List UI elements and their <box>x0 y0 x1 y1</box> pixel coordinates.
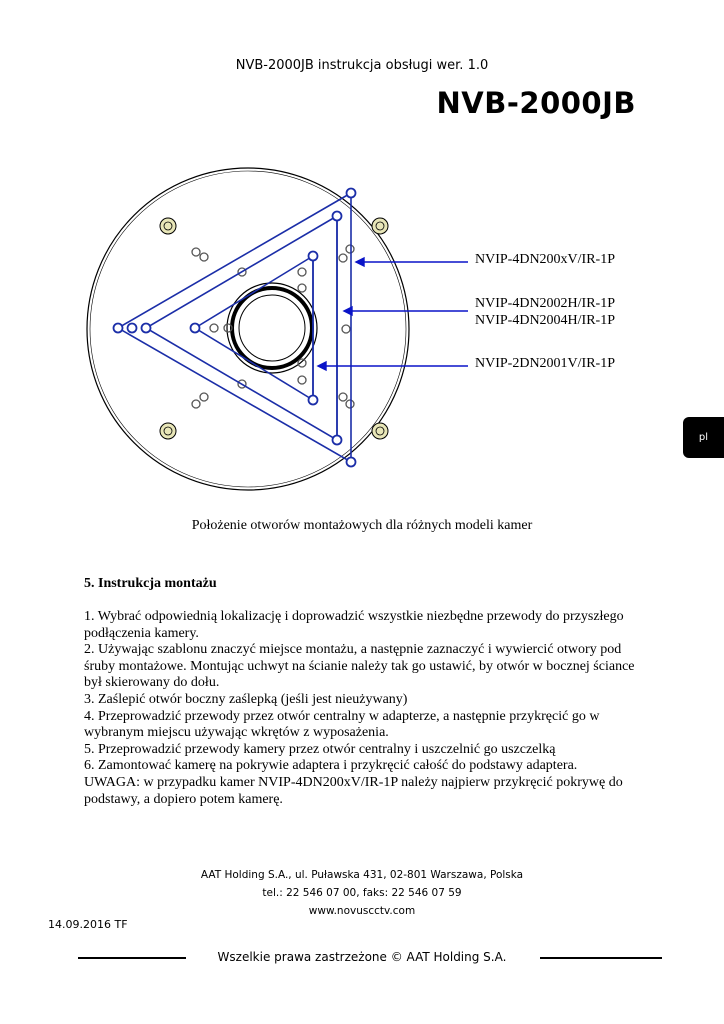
center-hole-inner <box>239 295 305 361</box>
diagram-caption: Położenie otworów montażowych dla różnych modeli kamer <box>191 518 533 533</box>
document-date: 14.09.2016 TF <box>48 918 128 931</box>
screw-hole <box>160 423 176 439</box>
company-address: AAT Holding S.A., ul. Puławska 431, 02-801 Warszawa, Polska <box>200 869 524 881</box>
instruction-step: 3. Zaślepić otwór boczny zaślepką (jeśli jest nieużywany) <box>84 691 408 707</box>
instruction-step: 6. Zamontować kamerę na pokrywie adaptera i przykręcić całość do podstawy adaptera. <box>84 758 578 774</box>
warning-note: UWAGA: w przypadku kamer NVIP-4DN200xV/IR-1P należy najpierw przykręcić pokrywę do podstawy, a dopiero potem kamerę. <box>84 774 623 807</box>
document-header: NVB-2000JB instrukcja obsługi wer. 1.0 <box>235 58 489 73</box>
base-inner-circle <box>90 171 406 487</box>
section-title: 5. Instrukcja montażu <box>84 576 217 591</box>
screw-hole <box>160 218 176 234</box>
copyright-notice: Wszelkie prawa zastrzeżone © AAT Holding S.A. <box>217 950 507 964</box>
footer-contact <box>0 866 724 920</box>
label-model-1: NVIP-4DN200xV/IR-1P <box>475 252 615 267</box>
label-model-2: NVIP-4DN2002H/IR-1P <box>475 296 615 311</box>
language-tab: pl <box>683 417 724 458</box>
instruction-step: 5. Przeprowadzić przewody kamery przez otwór centralny i uszczelnić go uszczelką <box>84 741 556 757</box>
screw-hole <box>372 218 388 234</box>
blue-holes <box>114 189 356 467</box>
grey-holes <box>192 245 354 408</box>
label-model-3: NVIP-4DN2004H/IR-1P <box>475 313 615 328</box>
company-website: www.novuscctv.com <box>308 905 416 917</box>
callout-arrows <box>318 258 468 370</box>
screw-hole <box>372 423 388 439</box>
label-model-4: NVIP-2DN2001V/IR-1P <box>475 356 615 371</box>
instruction-step: 1. Wybrać odpowiednią lokalizację i doprowadzić wszystkie niezbędne przewody do przyszłego podłączenia kamery. <box>84 609 624 641</box>
company-phone: tel.: 22 546 07 00, faks: 22 546 07 59 <box>262 887 462 899</box>
instruction-step: 4. Przeprowadzić przewody przez otwór centralny w adapterze, a następnie przykręcić go w wybranym miejscu używając wkrętów z wyposażenia. <box>84 708 600 741</box>
template-lines <box>118 193 351 462</box>
model-title: NVB-2000JB <box>436 86 636 120</box>
instructions-list <box>84 609 654 808</box>
center-hole-ring <box>232 288 312 368</box>
instruction-step: 2. Używając szablonu znaczyć miejsce montażu, a następnie zaznaczyć i wywiercić otwory pod śruby montażowe. Montując uchwyt na ścianie należy tak go ustawić, by otwór w bocznej ściance był skierowany do dołu. <box>84 642 635 691</box>
